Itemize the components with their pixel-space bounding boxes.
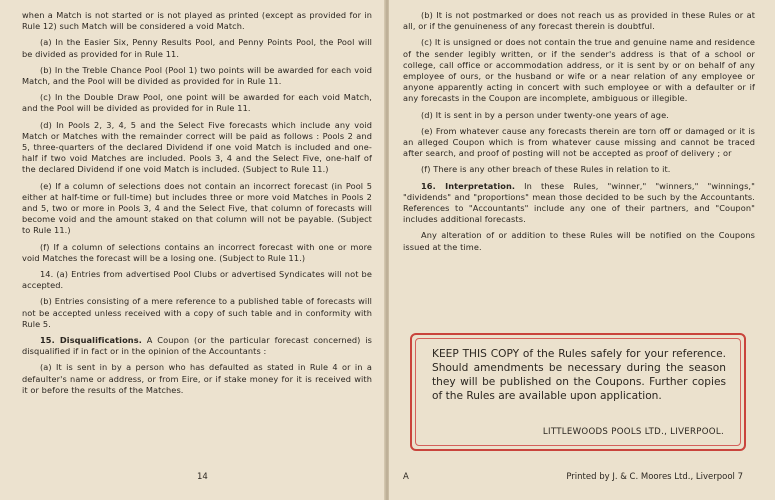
- rule15-b: (b) It is not postmarked or does not reach us as provided in these Rules or at all, or if the genuineness of any forecast therein is doubtful.: [403, 10, 755, 32]
- notice-text: KEEP THIS COPY of the Rules safely for your reference. Should amendments be necessary during the season they will be published on the Coupons. Further copies of the Rules are available upon application.: [432, 348, 726, 402]
- rule15-a: (a) It is sent in by a person who has defaulted as stated in Rule 4 or in a defaulter's name or address, or from Eire, or if stake money for it is received with it or before the results of the Matches.: [22, 362, 372, 395]
- rule15-c: (c) It is unsigned or does not contain the true and genuine name and residence of the sender legibly written, or if the sender's address is that of a school or college, call office or accommodation address, or it is sent by or on behalf of any employee of ours, or the husband or wife or a near relation of any employee or anyone apparently acting in concert with such employee or with a defaulter or if any forecasts in the Coupon are incomplete, ambiguous or illegible.: [403, 37, 755, 104]
- rule15-d: (d) It is sent in by a person under twenty-one years of age.: [421, 109, 669, 120]
- rule15-e: (e) From whatever cause any forecasts therein are torn off or damaged or it is an alleged Coupon which is from whatever cause missing and cannot be traced after search, and proof of posting will not be accepted as proof of delivery ; or: [403, 125, 755, 159]
- rule15-f: (f) There is any other breach of these Rules in relation to it.: [421, 164, 671, 175]
- left-page: [0, 0, 386, 500]
- rule15-heading: 15. Disqualifications.: [40, 335, 142, 346]
- notice-signature: LITTLEWOODS POOLS LTD., LIVERPOOL.: [542, 427, 724, 437]
- signature-mark: A: [403, 472, 409, 482]
- rule13-b: (b) In the Treble Chance Pool (Pool 1) two points will be awarded for each void Match, and the Pool will be divided as provided for in Rule 11.: [22, 64, 372, 87]
- rule13-f: (f) If a column of selections contains an incorrect forecast with one or more void Matches the forecast will be a losing one. (Subject to Rule 11.): [22, 241, 372, 263]
- printer-imprint: Printed by J. & C. Moores Ltd., Liverpool 7: [566, 472, 743, 482]
- rule15: [22, 335, 372, 357]
- closing-note: Any alteration of or addition to these Rules will be notified on the Coupons issued at the time.: [403, 230, 755, 252]
- rule16-heading: 16. Interpretation.: [421, 180, 516, 191]
- rule16-text: In these Rules, "winner," "winners," "winnings," "dividends" and "proportions" mean those decided to be such by the Accountants. References to "Accountants" include any one of their partners, and "Coupon" includes additional forecasts.: [403, 180, 755, 225]
- rule13-e: (e) If a column of selections does not contain an incorrect forecast (in Pool 5 either at half-time or full-time) but includes three or more void Matches in Pools 2 and 5, two or more in Pools 3, 4 and the Select Five, that column of forecasts will become void and the amount staked on that column will not be payable. (Subject to Rule 11.): [22, 180, 372, 236]
- rule16: [403, 181, 755, 226]
- rule15-text: A Coupon (or the particular forecast concerned) is disqualified if in fact or in the opinion of the Accountants :: [22, 335, 373, 357]
- page-number: 14: [197, 472, 208, 482]
- rule13-d: (d) In Pools 2, 3, 4, 5 and the Select Five forecasts which include any void Match or Matches with the remainder correct will be paid as follows : Pools 2 and 5, three-quarters of the declared Dividend if one void Match is included and one-half if two void Matches are included. Pools 3, 4 and the Select Five, one-half of the declared Dividend if one void Match is included. (Subject to Rule 11.): [22, 119, 372, 175]
- rule13-c: (c) In the Double Draw Pool, one point will be awarded for each void Match, and the Pool will be divided as provided for in Rule 11.: [22, 92, 372, 114]
- rule14-a: 14. (a) Entries from advertised Pool Clubs or advertised Syndicates will not be accepted.: [22, 269, 372, 291]
- rule13-a: (a) In the Easier Six, Penny Results Pool, and Penny Points Pool, the Pool will be divided as provided for in Rule 11.: [22, 37, 372, 59]
- keep-copy-notice-box: [410, 333, 746, 451]
- rule13-continuation: when a Match is not started or is not played as printed (except as provided for in Rule 12) such Match will be considered a void Match.: [22, 10, 372, 32]
- rule14-b: (b) Entries consisting of a mere reference to a published table of forecasts will not be accepted unless received with a copy of such table and in conformity with Rule 5.: [22, 296, 372, 329]
